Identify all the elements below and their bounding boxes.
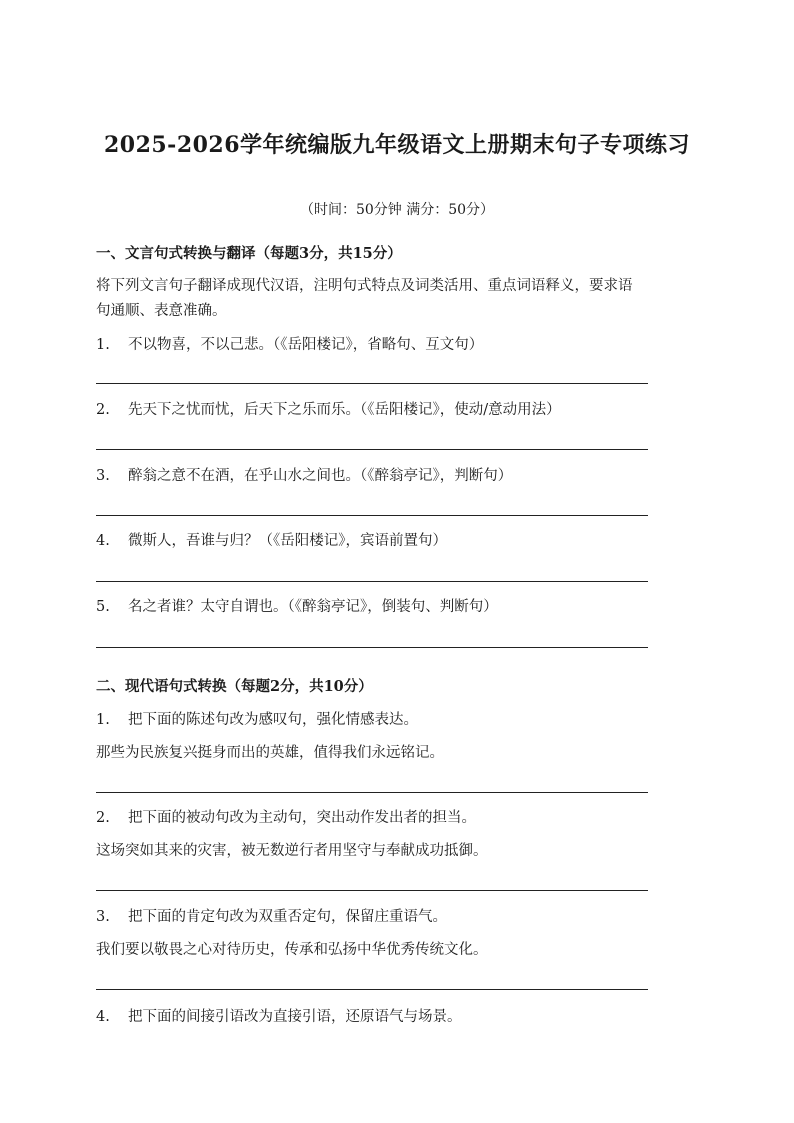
question-number: 2. (96, 810, 110, 826)
question-2-1 (96, 710, 418, 730)
answer-line-1-3[interactable] (96, 515, 648, 516)
question-prompt: 把下面的肯定句改为双重否定句，保留庄重语气。 (128, 909, 447, 925)
page-title: 2025-2026学年统编版九年级语文上册期末句子专项练习 (103, 132, 691, 158)
question-number: 3. (96, 468, 110, 484)
answer-line-1-1[interactable] (96, 383, 648, 384)
question-2-4 (96, 1007, 462, 1027)
question-number: 3. (96, 909, 110, 925)
question-prompt: 把下面的间接引语改为直接引语，还原语气与场景。 (128, 1009, 462, 1025)
question-prompt: 把下面的陈述句改为感叹句，强化情感表达。 (128, 712, 418, 728)
question-text: 名之者谁？太守自谓也。（《醉翁亭记》，倒装句、判断句） (128, 599, 498, 615)
question-1-4 (96, 531, 447, 551)
section2-heading: 二、现代语句式转换（每题2分，共10分） (96, 678, 373, 695)
question-2-3-sentence: 我们要以敬畏之心对待历史，传承和弘扬中华优秀传统文化。 (96, 942, 488, 958)
question-2-2-sentence: 这场突如其来的灾害，被无数逆行者用坚守与奉献成功抵御。 (96, 843, 488, 859)
section1-instruction: 将下列文言句子翻译成现代汉语，注明句式特点及词类活用、重点词语释义，要求语 (96, 278, 633, 294)
question-1-5 (96, 597, 498, 617)
answer-line-1-2[interactable] (96, 449, 648, 450)
answer-line-2-3[interactable] (96, 989, 648, 990)
question-2-2 (96, 808, 476, 828)
question-1-1 (96, 335, 483, 355)
answer-line-2-1[interactable] (96, 792, 648, 793)
question-number: 4. (96, 1009, 110, 1025)
question-1-3 (96, 466, 512, 486)
question-1-2 (96, 400, 561, 420)
question-number: 4. (96, 533, 110, 549)
answer-line-2-2[interactable] (96, 890, 648, 891)
question-prompt: 把下面的被动句改为主动句，突出动作发出者的担当。 (128, 810, 476, 826)
question-text: 微斯人，吾谁与归？（《岳阳楼记》，宾语前置句） (128, 533, 447, 549)
section1-heading: 一、文言句式转换与翻译（每题3分，共15分） (96, 245, 402, 262)
answer-line-1-4[interactable] (96, 581, 648, 582)
answer-line-1-5[interactable] (96, 647, 648, 648)
question-text: 先天下之忧而忧，后天下之乐而乐。（《岳阳楼记》，使动/意动用法） (128, 402, 561, 418)
question-number: 5. (96, 599, 110, 615)
question-number: 1. (96, 337, 110, 353)
question-2-1-sentence: 那些为民族复兴挺身而出的英雄，值得我们永远铭记。 (96, 745, 444, 761)
question-number: 2. (96, 402, 110, 418)
question-text: 醉翁之意不在酒，在乎山水之间也。（《醉翁亭记》，判断句） (128, 468, 513, 484)
question-text: 不以物喜，不以己悲。（《岳阳楼记》，省略句、互文句） (128, 337, 484, 353)
section1-instruction-cont: 句通顺、表意准确。 (96, 303, 227, 319)
question-2-3 (96, 907, 447, 927)
exam-info: （时间：50分钟 满分：50分） (299, 202, 495, 218)
question-number: 1. (96, 712, 110, 728)
